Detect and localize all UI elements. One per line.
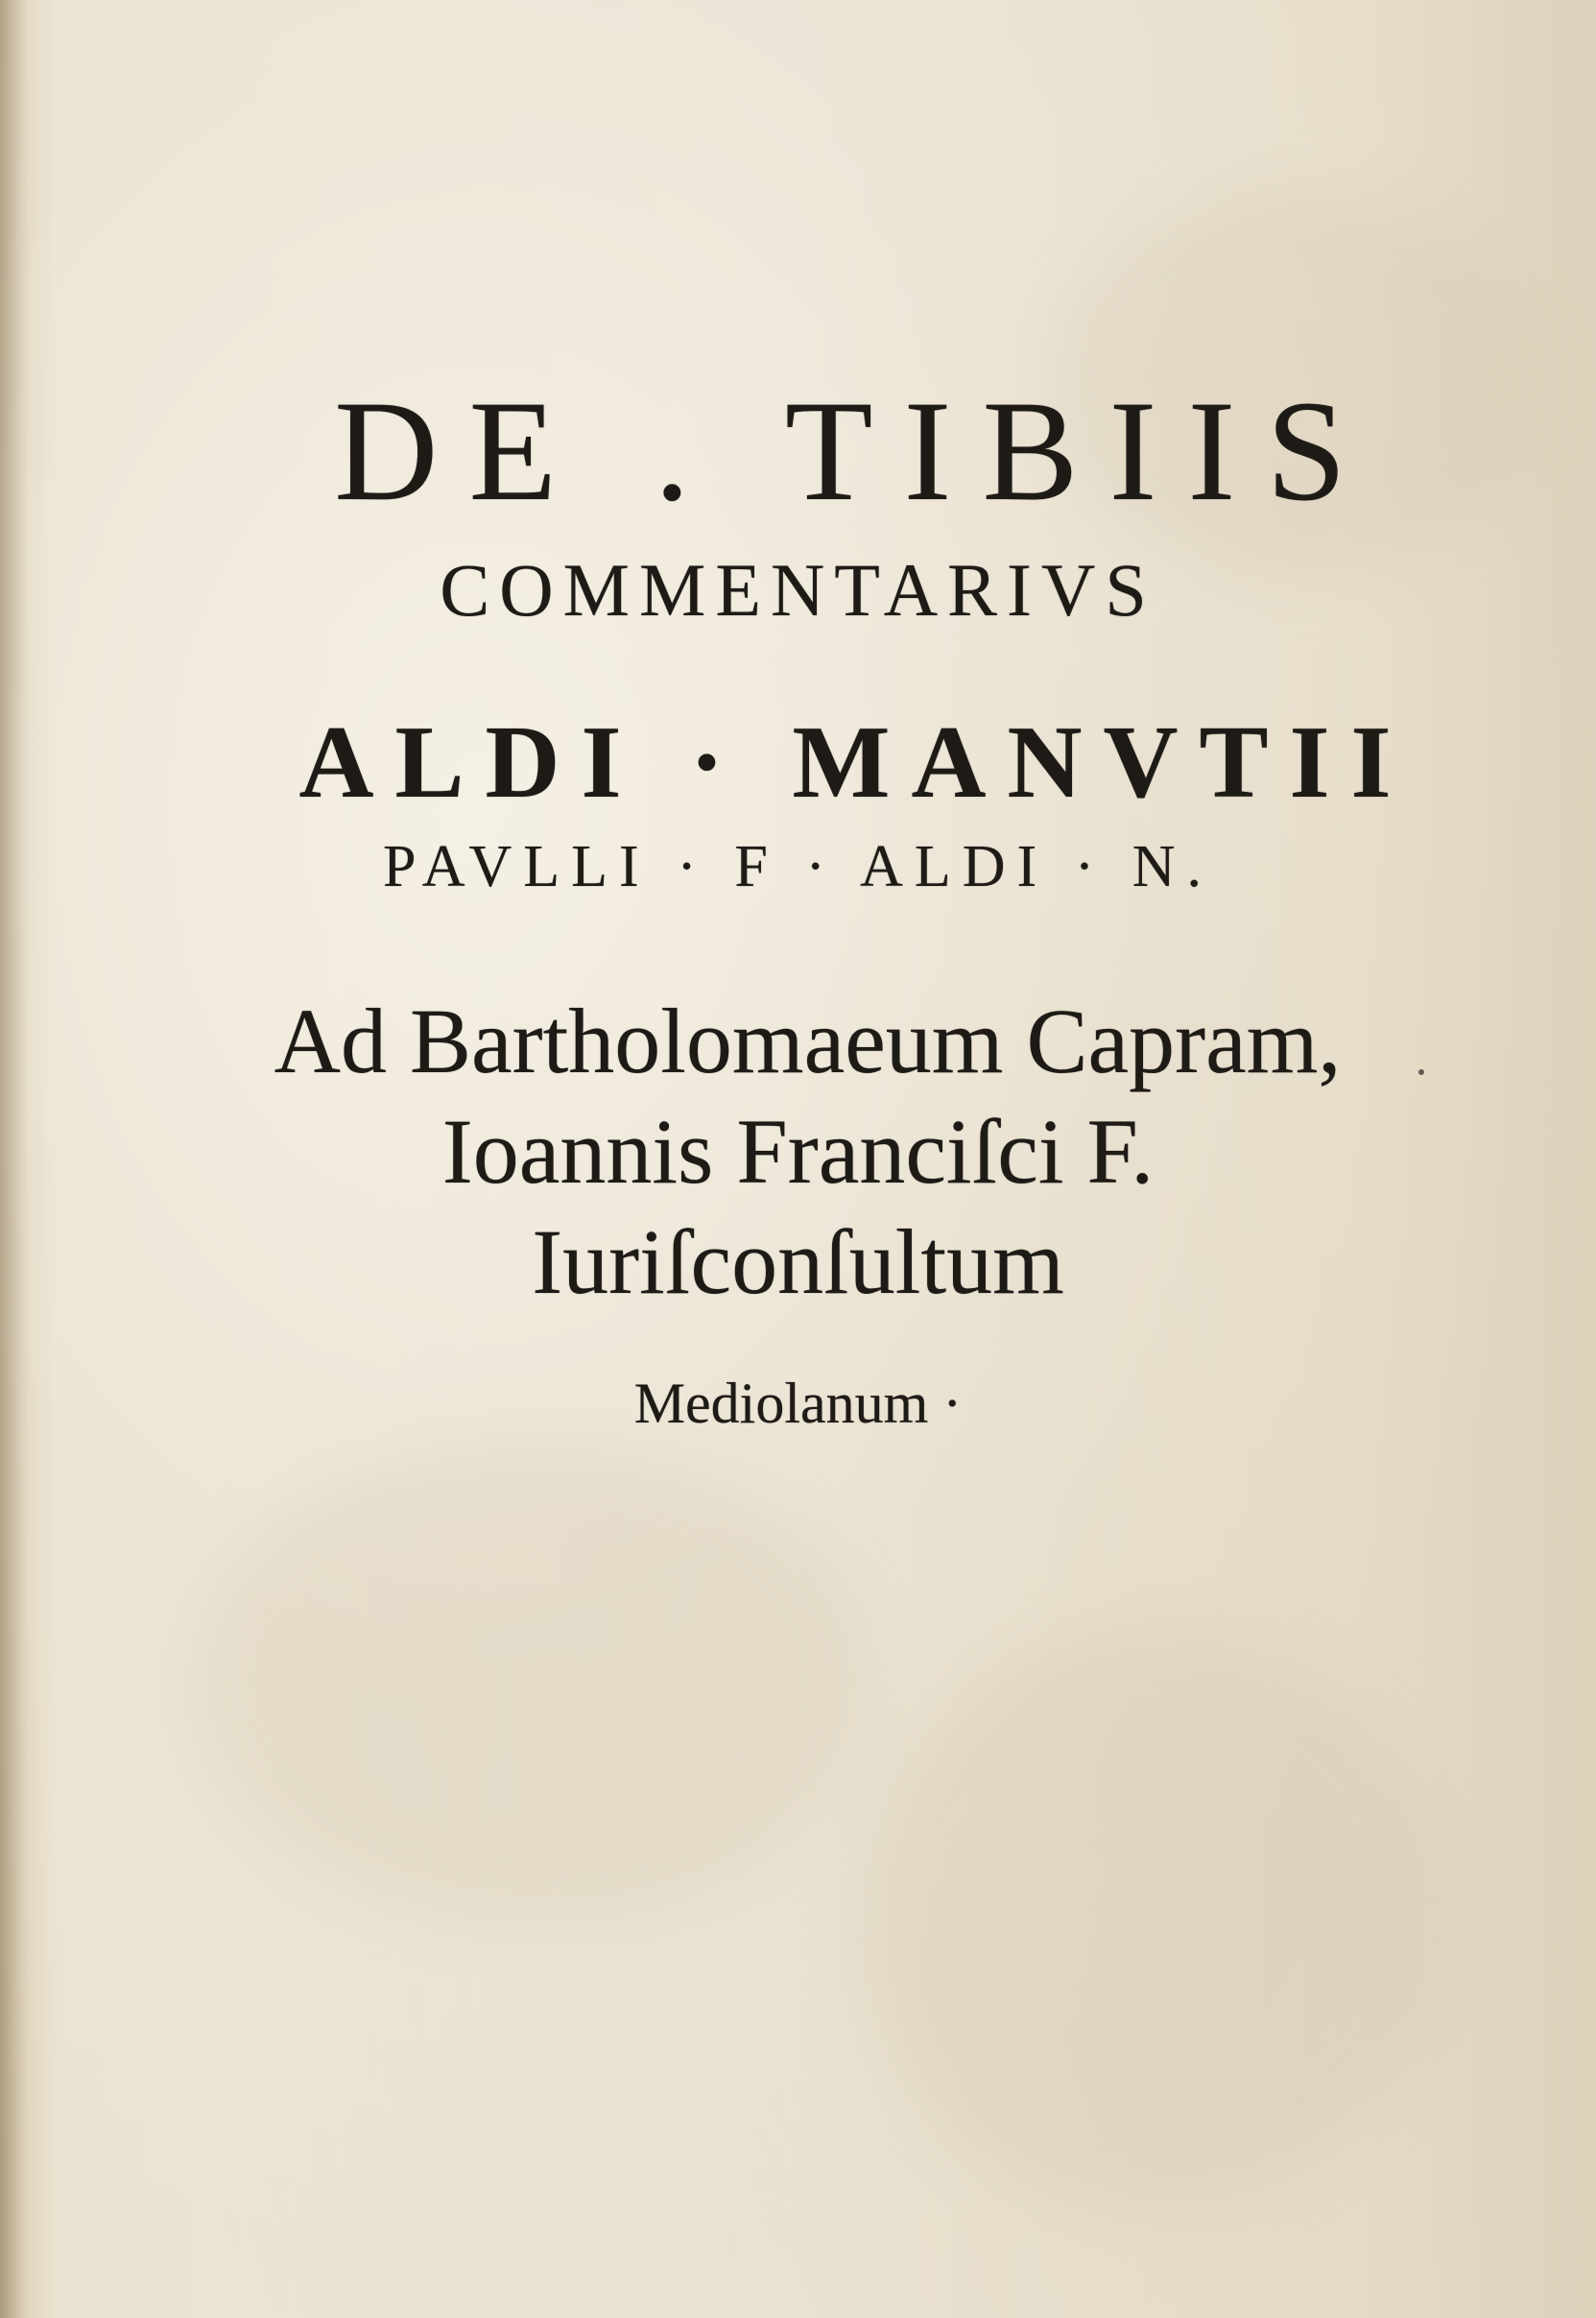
dedication-line: Ad Bartholomaeum Capram, [274,990,1342,1092]
publication-place: Mediolanum · [633,1372,963,1435]
paper-stain [864,1632,1440,2208]
book-title: DE . TIBIIS [334,371,1377,531]
ink-speck [1418,1069,1424,1075]
dedication-line: Ioannis Franciſci F. [441,1100,1155,1203]
author-name: ALDI · MANVTII [298,705,1413,820]
book-subtitle: COMMENTARIVS [440,548,1156,632]
author-lineage: PAVLLI · F · ALDI · N. [382,834,1214,899]
dedication-line: Iuriſconſultum [532,1210,1064,1313]
paper-stain [192,1440,864,1920]
